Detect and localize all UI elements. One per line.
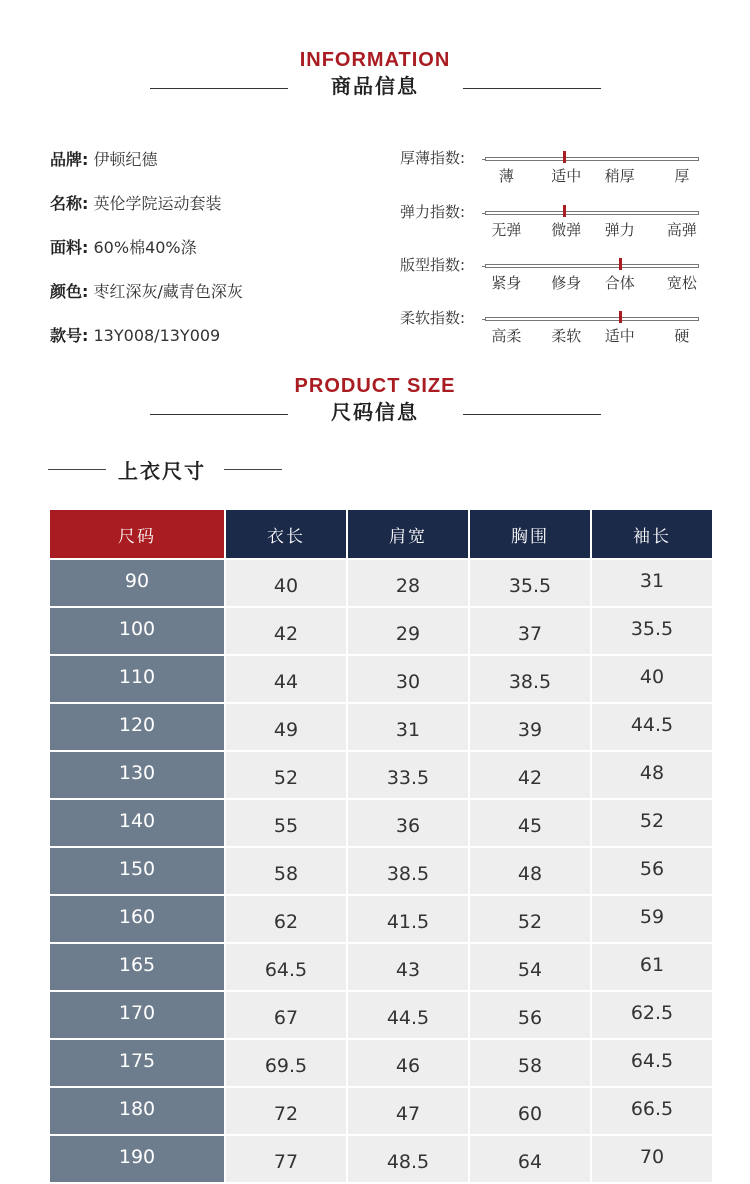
table-row xyxy=(50,896,712,942)
size-cell xyxy=(50,1088,224,1134)
cell-value: 150 xyxy=(118,858,156,880)
product-info-row xyxy=(50,192,243,236)
size-cell xyxy=(50,848,224,894)
measurement-cell xyxy=(226,992,346,1038)
index-option: 紧身 xyxy=(491,274,522,292)
cell-value: 28 xyxy=(395,575,421,597)
cell-value: 41.5 xyxy=(386,911,430,933)
index-option: 合体 xyxy=(604,274,635,292)
product-info-key: 品牌: xyxy=(50,150,89,169)
index-track xyxy=(485,264,699,268)
cell-value: 67 xyxy=(273,1007,299,1029)
cell-value: 52 xyxy=(273,767,299,789)
cell-value: 64 xyxy=(517,1151,543,1173)
cell-value: 56 xyxy=(517,1007,543,1029)
cell-value: 61 xyxy=(639,954,665,976)
index-option: 稍厚 xyxy=(604,167,635,185)
information-cn-title: 商品信息 xyxy=(331,74,419,98)
cell-value: 38.5 xyxy=(508,671,552,693)
size-table-header-cell: 衣长 xyxy=(226,510,346,558)
measurement-cell xyxy=(592,752,712,798)
cell-value: 55 xyxy=(273,815,299,837)
cell-value: 36 xyxy=(395,815,421,837)
index-label: 柔软指数: xyxy=(400,309,466,327)
index-options xyxy=(485,166,699,186)
product-info-value: 伊顿纪德 xyxy=(93,150,158,169)
product-info-key: 款号: xyxy=(50,326,89,345)
cell-value: 52 xyxy=(517,911,543,933)
index-option: 适中 xyxy=(551,167,582,185)
table-row xyxy=(50,1088,712,1134)
measurement-cell xyxy=(470,608,590,654)
cell-value: 170 xyxy=(118,1002,156,1024)
size-cell xyxy=(50,944,224,990)
cell-value: 100 xyxy=(118,618,156,640)
table-row xyxy=(50,704,712,750)
cell-value: 165 xyxy=(118,954,156,976)
top-size-right-line xyxy=(224,469,282,470)
measurement-cell xyxy=(592,560,712,606)
measurement-cell xyxy=(592,944,712,990)
size-cell xyxy=(50,896,224,942)
product-info-row xyxy=(50,324,243,368)
table-row xyxy=(50,608,712,654)
cell-value: 64.5 xyxy=(264,959,308,981)
measurement-cell xyxy=(470,1040,590,1086)
size-cell xyxy=(50,656,224,702)
index-block xyxy=(400,255,702,305)
index-marker xyxy=(619,258,622,270)
cell-value: 58 xyxy=(273,863,299,885)
cell-value: 60 xyxy=(517,1103,543,1125)
product-info-row xyxy=(50,280,243,324)
table-row xyxy=(50,848,712,894)
cell-value: 42 xyxy=(273,623,299,645)
cell-value: 52 xyxy=(639,810,665,832)
size-table-header-row xyxy=(50,510,712,558)
cell-value: 31 xyxy=(639,570,665,592)
measurement-cell xyxy=(348,1088,468,1134)
information-left-divider xyxy=(150,88,288,89)
product-info-key: 面料: xyxy=(50,238,89,257)
cell-value: 160 xyxy=(118,906,156,928)
product-info-value: 60%棉40%涤 xyxy=(93,238,197,257)
cell-value: 33.5 xyxy=(386,767,430,789)
product-info-row xyxy=(50,236,243,280)
size-table-header-cell: 胸围 xyxy=(470,510,590,558)
product-size-left-divider xyxy=(150,414,288,415)
product-info-value: 枣红深灰/藏青色深灰 xyxy=(93,282,243,301)
size-table xyxy=(50,510,700,1173)
product-size-right-divider xyxy=(463,414,601,415)
measurement-cell xyxy=(226,944,346,990)
index-option: 微弹 xyxy=(551,221,582,239)
cell-value: 48 xyxy=(639,762,665,784)
cell-value: 48.5 xyxy=(386,1151,430,1173)
size-table-header-cell: 尺码 xyxy=(50,510,224,558)
measurement-cell xyxy=(470,560,590,606)
measurement-cell xyxy=(226,704,346,750)
cell-value: 130 xyxy=(118,762,156,784)
measurement-cell xyxy=(226,848,346,894)
size-cell xyxy=(50,800,224,846)
index-marker xyxy=(563,151,566,163)
cell-value: 64.5 xyxy=(630,1050,674,1072)
product-info-list xyxy=(50,148,243,368)
index-option: 无弹 xyxy=(491,221,522,239)
index-option: 柔软 xyxy=(551,327,582,345)
cell-value: 42 xyxy=(517,767,543,789)
cell-value: 43 xyxy=(395,959,421,981)
measurement-cell xyxy=(348,752,468,798)
measurement-cell xyxy=(226,752,346,798)
measurement-cell xyxy=(470,944,590,990)
size-cell xyxy=(50,704,224,750)
measurement-cell xyxy=(226,1088,346,1134)
measurement-cell xyxy=(592,608,712,654)
size-table-header-cell: 肩宽 xyxy=(348,510,468,558)
measurement-cell xyxy=(592,992,712,1038)
cell-value: 58 xyxy=(517,1055,543,1077)
cell-value: 39 xyxy=(517,719,543,741)
index-block xyxy=(400,308,702,358)
cell-value: 69.5 xyxy=(264,1055,308,1077)
cell-value: 46 xyxy=(395,1055,421,1077)
measurement-cell xyxy=(470,896,590,942)
measurement-cell xyxy=(470,656,590,702)
cell-value: 180 xyxy=(118,1098,156,1120)
measurement-cell xyxy=(348,992,468,1038)
table-row xyxy=(50,944,712,990)
measurement-cell xyxy=(348,608,468,654)
index-option: 厚 xyxy=(674,167,690,185)
measurement-cell xyxy=(226,800,346,846)
cell-value: 40 xyxy=(273,575,299,597)
cell-value: 31 xyxy=(395,719,421,741)
cell-value: 35.5 xyxy=(508,575,552,597)
index-option: 高弹 xyxy=(666,221,697,239)
measurement-cell xyxy=(348,944,468,990)
cell-value: 45 xyxy=(517,815,543,837)
index-option: 修身 xyxy=(551,274,582,292)
cell-value: 44.5 xyxy=(630,714,674,736)
index-track xyxy=(485,211,699,215)
measurement-cell xyxy=(226,560,346,606)
cell-value: 175 xyxy=(118,1050,156,1072)
information-right-divider xyxy=(463,88,601,89)
measurement-cell xyxy=(348,1136,468,1182)
cell-value: 48 xyxy=(517,863,543,885)
index-block xyxy=(400,148,702,198)
index-option: 适中 xyxy=(604,327,635,345)
cell-value: 120 xyxy=(118,714,156,736)
measurement-cell xyxy=(592,1136,712,1182)
cell-value: 30 xyxy=(395,671,421,693)
index-option: 薄 xyxy=(498,167,514,185)
table-row xyxy=(50,1040,712,1086)
measurement-cell xyxy=(592,656,712,702)
cell-value: 62.5 xyxy=(630,1002,674,1024)
product-info-value: 英伦学院运动套装 xyxy=(93,194,222,213)
product-info-value: 13Y008/13Y009 xyxy=(93,326,221,345)
index-label: 弹力指数: xyxy=(400,203,466,221)
table-row xyxy=(50,752,712,798)
cell-value: 72 xyxy=(273,1103,299,1125)
cell-value: 49 xyxy=(273,719,299,741)
measurement-cell xyxy=(470,848,590,894)
measurement-cell xyxy=(226,656,346,702)
product-info-row xyxy=(50,148,243,192)
top-size-title: 上衣尺寸 xyxy=(118,459,206,483)
index-track xyxy=(485,157,699,161)
index-options xyxy=(485,220,699,240)
size-cell xyxy=(50,992,224,1038)
index-option: 弹力 xyxy=(604,221,635,239)
measurement-cell xyxy=(470,752,590,798)
measurement-cell xyxy=(348,1040,468,1086)
size-cell xyxy=(50,1136,224,1182)
cell-value: 59 xyxy=(639,906,665,928)
product-size-cn-title: 尺码信息 xyxy=(331,400,419,424)
table-row xyxy=(50,1136,712,1182)
product-size-header xyxy=(0,374,750,426)
cell-value: 66.5 xyxy=(630,1098,674,1120)
measurement-cell xyxy=(470,1088,590,1134)
measurement-cell xyxy=(470,992,590,1038)
measurement-cell xyxy=(226,1040,346,1086)
index-options xyxy=(485,326,699,346)
index-block xyxy=(400,202,702,252)
cell-value: 56 xyxy=(639,858,665,880)
cell-value: 140 xyxy=(118,810,156,832)
index-option: 高柔 xyxy=(491,327,522,345)
cell-value: 54 xyxy=(517,959,543,981)
table-row xyxy=(50,656,712,702)
size-cell xyxy=(50,1040,224,1086)
information-header xyxy=(0,48,750,100)
cell-value: 40 xyxy=(639,666,665,688)
table-row xyxy=(50,800,712,846)
measurement-cell xyxy=(348,896,468,942)
measurement-cell xyxy=(348,704,468,750)
cell-value: 38.5 xyxy=(386,863,430,885)
cell-value: 110 xyxy=(118,666,156,688)
cell-value: 70 xyxy=(639,1146,665,1168)
cell-value: 37 xyxy=(517,623,543,645)
top-size-left-line xyxy=(48,469,106,470)
measurement-cell xyxy=(348,656,468,702)
index-option: 硬 xyxy=(674,327,690,345)
cell-value: 190 xyxy=(118,1146,156,1168)
measurement-cell xyxy=(592,704,712,750)
index-label: 版型指数: xyxy=(400,256,466,274)
table-row xyxy=(50,560,712,606)
information-en-title: INFORMATION xyxy=(299,49,451,71)
measurement-cell xyxy=(592,1040,712,1086)
cell-value: 35.5 xyxy=(630,618,674,640)
size-table-header-cell: 袖长 xyxy=(592,510,712,558)
measurement-cell xyxy=(348,800,468,846)
measurement-cell xyxy=(226,1136,346,1182)
measurement-cell xyxy=(226,896,346,942)
measurement-cell xyxy=(226,608,346,654)
measurement-cell xyxy=(592,848,712,894)
product-size-en-title: PRODUCT SIZE xyxy=(294,375,456,397)
measurement-cell xyxy=(592,1088,712,1134)
measurement-cell xyxy=(470,800,590,846)
cell-value: 90 xyxy=(124,570,150,592)
measurement-cell xyxy=(348,560,468,606)
measurement-cell xyxy=(592,896,712,942)
cell-value: 44 xyxy=(273,671,299,693)
size-cell xyxy=(50,608,224,654)
index-label: 厚薄指数: xyxy=(400,149,466,167)
cell-value: 44.5 xyxy=(386,1007,430,1029)
index-option: 宽松 xyxy=(666,274,697,292)
measurement-cell xyxy=(348,848,468,894)
cell-value: 62 xyxy=(273,911,299,933)
measurement-cell xyxy=(470,704,590,750)
product-info-key: 名称: xyxy=(50,194,89,213)
index-marker xyxy=(619,311,622,323)
size-cell xyxy=(50,560,224,606)
size-cell xyxy=(50,752,224,798)
index-options xyxy=(485,273,699,293)
measurement-cell xyxy=(470,1136,590,1182)
measurement-cell xyxy=(592,800,712,846)
cell-value: 47 xyxy=(395,1103,421,1125)
index-marker xyxy=(563,205,566,217)
cell-value: 77 xyxy=(273,1151,299,1173)
table-row xyxy=(50,992,712,1038)
index-track xyxy=(485,317,699,321)
product-info-key: 颜色: xyxy=(50,282,89,301)
cell-value: 29 xyxy=(395,623,421,645)
